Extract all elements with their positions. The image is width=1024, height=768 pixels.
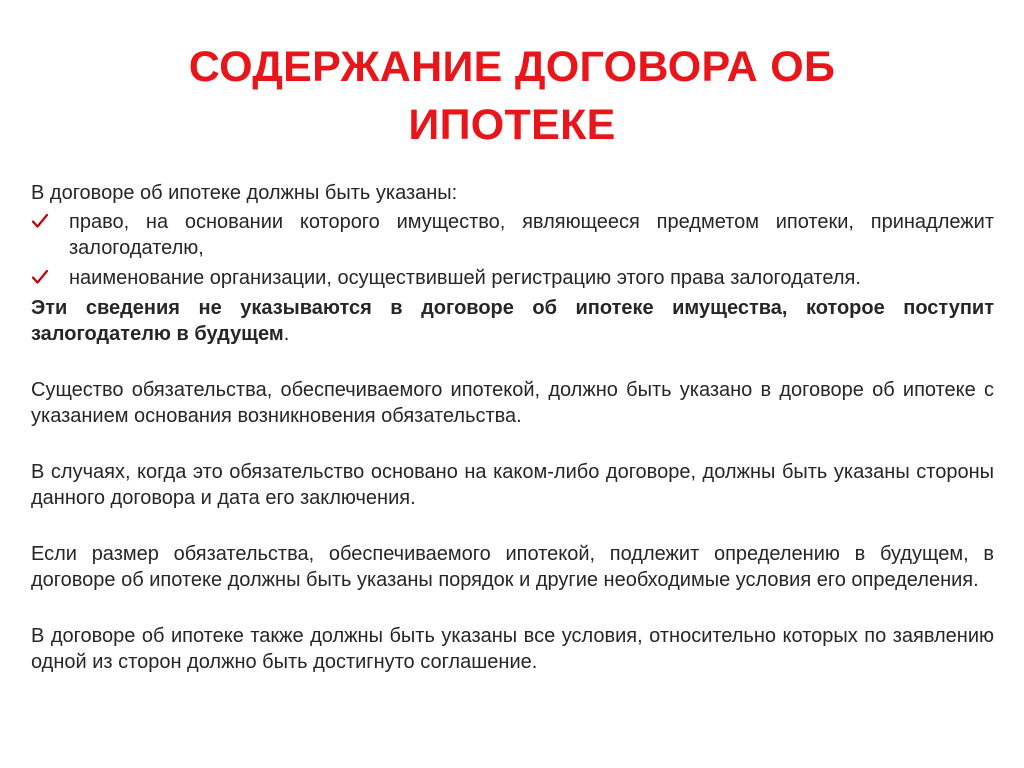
requirements-list [31,209,994,291]
intro-text: В договоре об ипотеке должны быть указаны: [31,182,458,204]
list-item [31,265,994,291]
bold-note [31,295,994,347]
paragraph-all-conditions: В договоре об ипотеке также должны быть указаны все условия, относительно которых по заявлению одной из сторон должно быть достигнуто соглашение. [31,625,994,673]
slide-title [100,38,924,154]
list-item-text: право, на основании которого имущество, являющееся предметом ипотеки, принадлежит залогодателю, [69,211,994,259]
paragraph-contract-parties: В случаях, когда это обязательство основано на каком-либо договоре, должны быть указаны стороны данного договора и дата его заключения. [31,461,994,509]
paragraph-obligation-essence: Существо обязательства, обеспечиваемого ипотекой, должно быть указано в договоре об ипотеке с указанием основания возникновения обязательства. [31,379,994,427]
slide-body [31,180,994,675]
list-item-text: наименование организации, осуществившей регистрацию этого права залогодателя. [69,267,861,289]
paragraph-obligation-size: Если размер обязательства, обеспечиваемого ипотекой, подлежит определению в будущем, в договоре об ипотеке должны быть указаны порядок и другие необходимые условия его определения. [31,543,994,591]
bold-note-period: . [283,323,290,345]
checkmark-icon [31,211,49,229]
bold-note-text: Эти сведения не указываются в договоре об ипотеке имущества, которое поступит залогодателю в будущем [31,297,994,345]
list-item [31,209,994,261]
title-line-1: СОДЕРЖАНИЕ ДОГОВОРА ОБ [188,43,836,91]
title-line-2: ИПОТЕКЕ [408,101,616,149]
checkmark-icon [31,267,49,285]
